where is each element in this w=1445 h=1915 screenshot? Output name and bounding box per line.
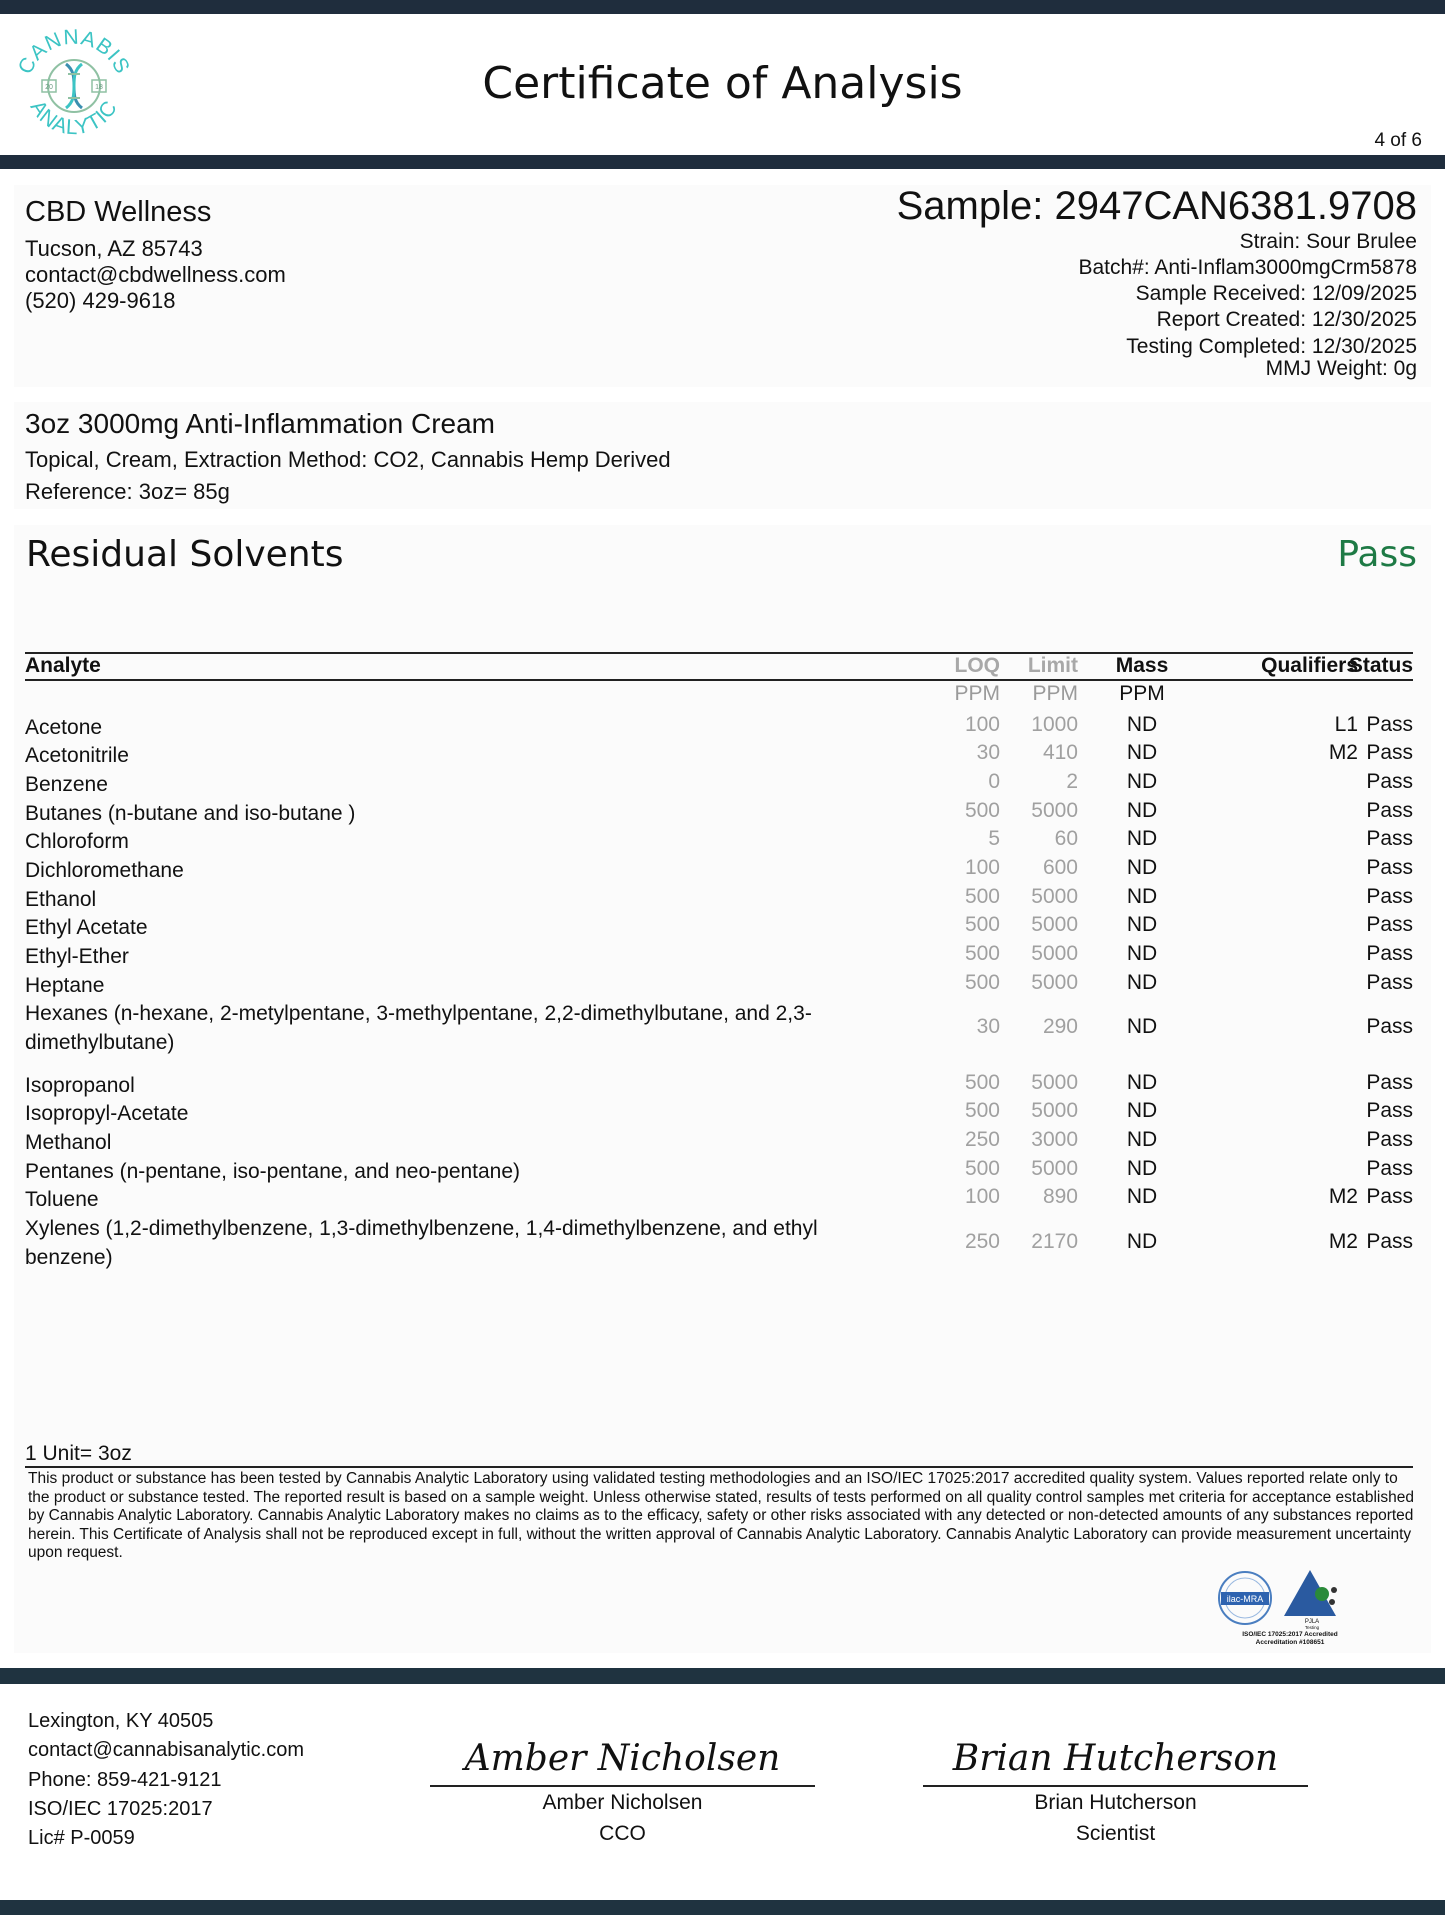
cell-limit: 3000: [1031, 1128, 1078, 1151]
cell-loq: 500: [964, 971, 1000, 994]
sample-strain: Strain: Sour Brulee: [1239, 230, 1417, 253]
testing-completed: Testing Completed: 12/30/2025: [1126, 335, 1417, 358]
cell-loq: 100: [964, 713, 1000, 736]
table-row: [0, 913, 1445, 942]
cell-analyte: Heptane: [25, 974, 105, 997]
cell-mass: ND: [1126, 770, 1158, 793]
cell-status: Pass: [1366, 1128, 1413, 1151]
title-bar: [0, 155, 1445, 169]
cell-status: Pass: [1366, 770, 1413, 793]
cell-status: Pass: [1366, 942, 1413, 965]
cell-status: Pass: [1366, 741, 1413, 764]
bottom-bar: [0, 1900, 1445, 1915]
product-details: Topical, Cream, Extraction Method: CO2, Cannabis Hemp Derived: [25, 447, 671, 472]
cell-analyte: Dichloromethane: [25, 859, 184, 882]
cell-loq: 500: [964, 942, 1000, 965]
cell-limit: 600: [1042, 856, 1078, 879]
accreditation-text: [1220, 1631, 1360, 1647]
footer-bar: [0, 1668, 1445, 1684]
sample-batch: Batch#: Anti-Inflam3000mgCrm5878: [1078, 256, 1417, 279]
cell-analyte: Acetonitrile: [25, 744, 129, 767]
cell-analyte: Isopropanol: [25, 1074, 135, 1097]
cell-analyte: Isopropyl-Acetate: [25, 1102, 189, 1125]
signature-1-line: [430, 1785, 815, 1787]
ilac-mra-logo: [1215, 1570, 1275, 1626]
cell-qualifiers: M2: [1328, 1230, 1358, 1253]
cell-loq: 500: [964, 1071, 1000, 1094]
cell-analyte: Xylenes (1,2-dimethylbenzene, 1,3-dimethylbenzene, 1,4-dimethylbenzene, and ethyl benzene): [25, 1217, 818, 1269]
table-row: [0, 713, 1445, 742]
cell-status: Pass: [1366, 856, 1413, 879]
cell-loq: 500: [964, 1099, 1000, 1122]
client-city: Tucson, AZ 85743: [25, 236, 203, 261]
mmj-weight: MMJ Weight: 0g: [1265, 357, 1417, 380]
cell-loq: 30: [976, 1015, 1000, 1038]
cell-mass: ND: [1126, 856, 1158, 879]
col-header-status: Status: [1348, 654, 1413, 677]
pjla-logo: [1282, 1568, 1354, 1630]
client-phone: (520) 429-9618: [25, 288, 176, 313]
top-bar: [0, 0, 1445, 14]
table-header-rule: [25, 679, 1413, 681]
cell-status: Pass: [1366, 913, 1413, 936]
col-header-qualifiers: Qualifiers: [1261, 654, 1358, 677]
cell-loq: 250: [964, 1230, 1000, 1253]
cell-mass: ND: [1126, 799, 1158, 822]
document-title: Certificate of Analysis: [482, 58, 963, 109]
svg-text:CANNABIS: CANNABIS: [13, 25, 135, 78]
cell-limit: 290: [1042, 1015, 1078, 1038]
cell-status: Pass: [1366, 971, 1413, 994]
accreditation-line-2: Accreditation #108651: [1255, 1639, 1325, 1646]
signature-2-name: Brian Hutcherson: [1034, 1791, 1197, 1814]
table-row: [0, 885, 1445, 914]
cell-analyte: Toluene: [25, 1188, 99, 1211]
cell-limit: 5000: [1031, 942, 1078, 965]
signature-2-title: Scientist: [1075, 1822, 1156, 1845]
section-status: Pass: [1337, 534, 1417, 575]
cell-limit: 410: [1042, 741, 1078, 764]
signature-2-script: Brian Hutcherson: [952, 1738, 1279, 1779]
table-row: [0, 1071, 1445, 1100]
cell-mass: ND: [1126, 1128, 1158, 1151]
lab-phone: Phone: 859-421-9121: [28, 1769, 222, 1791]
cell-loq: 30: [976, 741, 1000, 764]
signature-1-script: Amber Nicholsen: [464, 1738, 781, 1779]
client-email: contact@cbdwellness.com: [25, 262, 286, 287]
cell-mass: ND: [1126, 885, 1158, 908]
cell-status: Pass: [1366, 885, 1413, 908]
col-header-loq: LOQ: [954, 654, 1000, 677]
signature-1-title: CCO: [599, 1822, 646, 1845]
unit-note: 1 Unit= 3oz: [25, 1442, 132, 1465]
table-row: [0, 799, 1445, 828]
cell-loq: 500: [964, 913, 1000, 936]
cell-qualifiers: L1: [1334, 713, 1358, 736]
table-row: [0, 1099, 1445, 1128]
cell-mass: ND: [1126, 827, 1158, 850]
svg-text:ANALYTIC: ANALYTIC: [25, 96, 123, 140]
cell-mass: ND: [1126, 1099, 1158, 1122]
col-header-mass: Mass: [1115, 654, 1169, 677]
cell-analyte: Pentanes (n-pentane, iso-pentane, and neo-pentane): [25, 1160, 521, 1183]
cell-loq: 5: [988, 827, 1000, 850]
lab-license: Lic# P-0059: [28, 1827, 135, 1849]
cell-limit: 1000: [1031, 713, 1078, 736]
cell-analyte: Hexanes (n-hexane, 2-metylpentane, 3-methylpentane, 2,2-dimethylbutane, and 2,3-dimethylbutane): [25, 1002, 812, 1054]
svg-text:Testing: Testing: [1304, 1625, 1320, 1630]
svg-text:20: 20: [45, 84, 53, 91]
cell-qualifiers: M2: [1328, 741, 1358, 764]
table-row: [0, 827, 1445, 856]
svg-text:18: 18: [95, 84, 103, 91]
disclaimer-rule: [25, 1466, 1413, 1468]
cell-limit: 5000: [1031, 885, 1078, 908]
table-row: [0, 942, 1445, 971]
table-row: [0, 741, 1445, 770]
accreditation-line-1: ISO/IEC 17025:2017 Accredited: [1242, 1631, 1338, 1638]
lab-city: Lexington, KY 40505: [28, 1710, 214, 1732]
table-row: [0, 999, 1445, 1057]
cell-mass: ND: [1126, 913, 1158, 936]
cell-analyte: Benzene: [25, 773, 108, 796]
cell-status: Pass: [1366, 1099, 1413, 1122]
cell-mass: ND: [1126, 1157, 1158, 1180]
col-header-analyte: Analyte: [25, 654, 101, 677]
unit-mass: PPM: [1119, 682, 1165, 705]
cell-status: Pass: [1366, 827, 1413, 850]
signature-2-line: [923, 1785, 1308, 1787]
section-title: Residual Solvents: [26, 534, 344, 575]
page-number: 4 of 6: [1374, 130, 1422, 151]
cell-mass: ND: [1126, 1230, 1158, 1253]
col-header-limit: Limit: [1027, 654, 1078, 677]
svg-text:ilac-MRA: ilac-MRA: [1226, 1594, 1264, 1604]
unit-loq: PPM: [954, 682, 1000, 705]
cell-analyte: Butanes (n-butane and iso-butane ): [25, 802, 356, 825]
cell-limit: 5000: [1031, 1157, 1078, 1180]
table-row: [0, 1157, 1445, 1186]
cell-analyte: Acetone: [25, 716, 103, 739]
cell-loq: 500: [964, 1157, 1000, 1180]
client-name: CBD Wellness: [25, 196, 212, 228]
cell-loq: 500: [964, 885, 1000, 908]
cell-limit: 60: [1054, 827, 1078, 850]
cell-mass: ND: [1126, 1185, 1158, 1208]
cell-loq: 250: [964, 1128, 1000, 1151]
table-row: [0, 971, 1445, 1000]
table-row: [0, 1185, 1445, 1214]
cell-mass: ND: [1126, 971, 1158, 994]
cell-status: Pass: [1366, 1185, 1413, 1208]
table-row: [0, 770, 1445, 799]
cell-analyte: Ethyl Acetate: [25, 916, 148, 939]
cell-limit: 5000: [1031, 971, 1078, 994]
cell-limit: 5000: [1031, 913, 1078, 936]
sample-received: Sample Received: 12/09/2025: [1135, 282, 1417, 305]
cell-status: Pass: [1366, 713, 1413, 736]
cell-limit: 5000: [1031, 1071, 1078, 1094]
cell-analyte: Methanol: [25, 1131, 112, 1154]
svg-text:PJLA: PJLA: [1304, 1619, 1320, 1625]
table-row: [0, 1214, 1445, 1272]
cell-limit: 5000: [1031, 1099, 1078, 1122]
cell-mass: ND: [1126, 741, 1158, 764]
cell-loq: 100: [964, 1185, 1000, 1208]
cell-loq: 500: [964, 799, 1000, 822]
lab-email: contact@cannabisanalytic.com: [28, 1739, 304, 1761]
cell-limit: 890: [1042, 1185, 1078, 1208]
cell-status: Pass: [1366, 1157, 1413, 1180]
cell-mass: ND: [1126, 1015, 1158, 1038]
table-row: [0, 856, 1445, 885]
product-name: 3oz 3000mg Anti-Inflammation Cream: [25, 408, 495, 439]
cell-mass: ND: [1126, 1071, 1158, 1094]
cell-mass: ND: [1126, 942, 1158, 965]
cell-status: Pass: [1366, 799, 1413, 822]
product-reference: Reference: 3oz= 85g: [25, 479, 230, 504]
sample-id: Sample: 2947CAN6381.9708: [896, 184, 1417, 228]
cell-limit: 5000: [1031, 799, 1078, 822]
cell-limit: 2: [1066, 770, 1078, 793]
disclaimer: This product or substance has been tested by Cannabis Analytic Laboratory using validated testing methodologies and an ISO/IEC 17025:2017 accredited quality system. Values reported relate only to the product or substance tested. The reported result is based on a sample weight. Unless otherwise stated, results of tests performed on all quality control samples met criteria for acceptance established by Cannabis Analytic Laboratory. Cannabis Analytic Laboratory makes no claims as to the efficacy, safety or other risks associated with any detected or non-detected amounts of any substances reported herein. This Certificate of Analysis shall not be reproduced except in full, without the written approval of Cannabis Analytic Laboratory. Cannabis Analytic Laboratory can provide measurement uncertainty upon request.: [28, 1470, 1414, 1561]
cell-status: Pass: [1366, 1015, 1413, 1038]
lab-iso: ISO/IEC 17025:2017: [28, 1798, 213, 1820]
table-row: [0, 1128, 1445, 1157]
cell-analyte: Chloroform: [25, 830, 129, 853]
unit-limit: PPM: [1032, 682, 1078, 705]
cell-loq: 100: [964, 856, 1000, 879]
cell-limit: 2170: [1031, 1230, 1078, 1253]
cell-mass: ND: [1126, 713, 1158, 736]
cell-status: Pass: [1366, 1230, 1413, 1253]
cell-analyte: Ethyl-Ether: [25, 945, 129, 968]
cell-qualifiers: M2: [1328, 1185, 1358, 1208]
cell-loq: 0: [988, 770, 1000, 793]
cell-analyte: Ethanol: [25, 888, 97, 911]
signature-1-name: Amber Nicholsen: [542, 1791, 703, 1814]
report-created: Report Created: 12/30/2025: [1156, 308, 1417, 331]
cell-status: Pass: [1366, 1071, 1413, 1094]
